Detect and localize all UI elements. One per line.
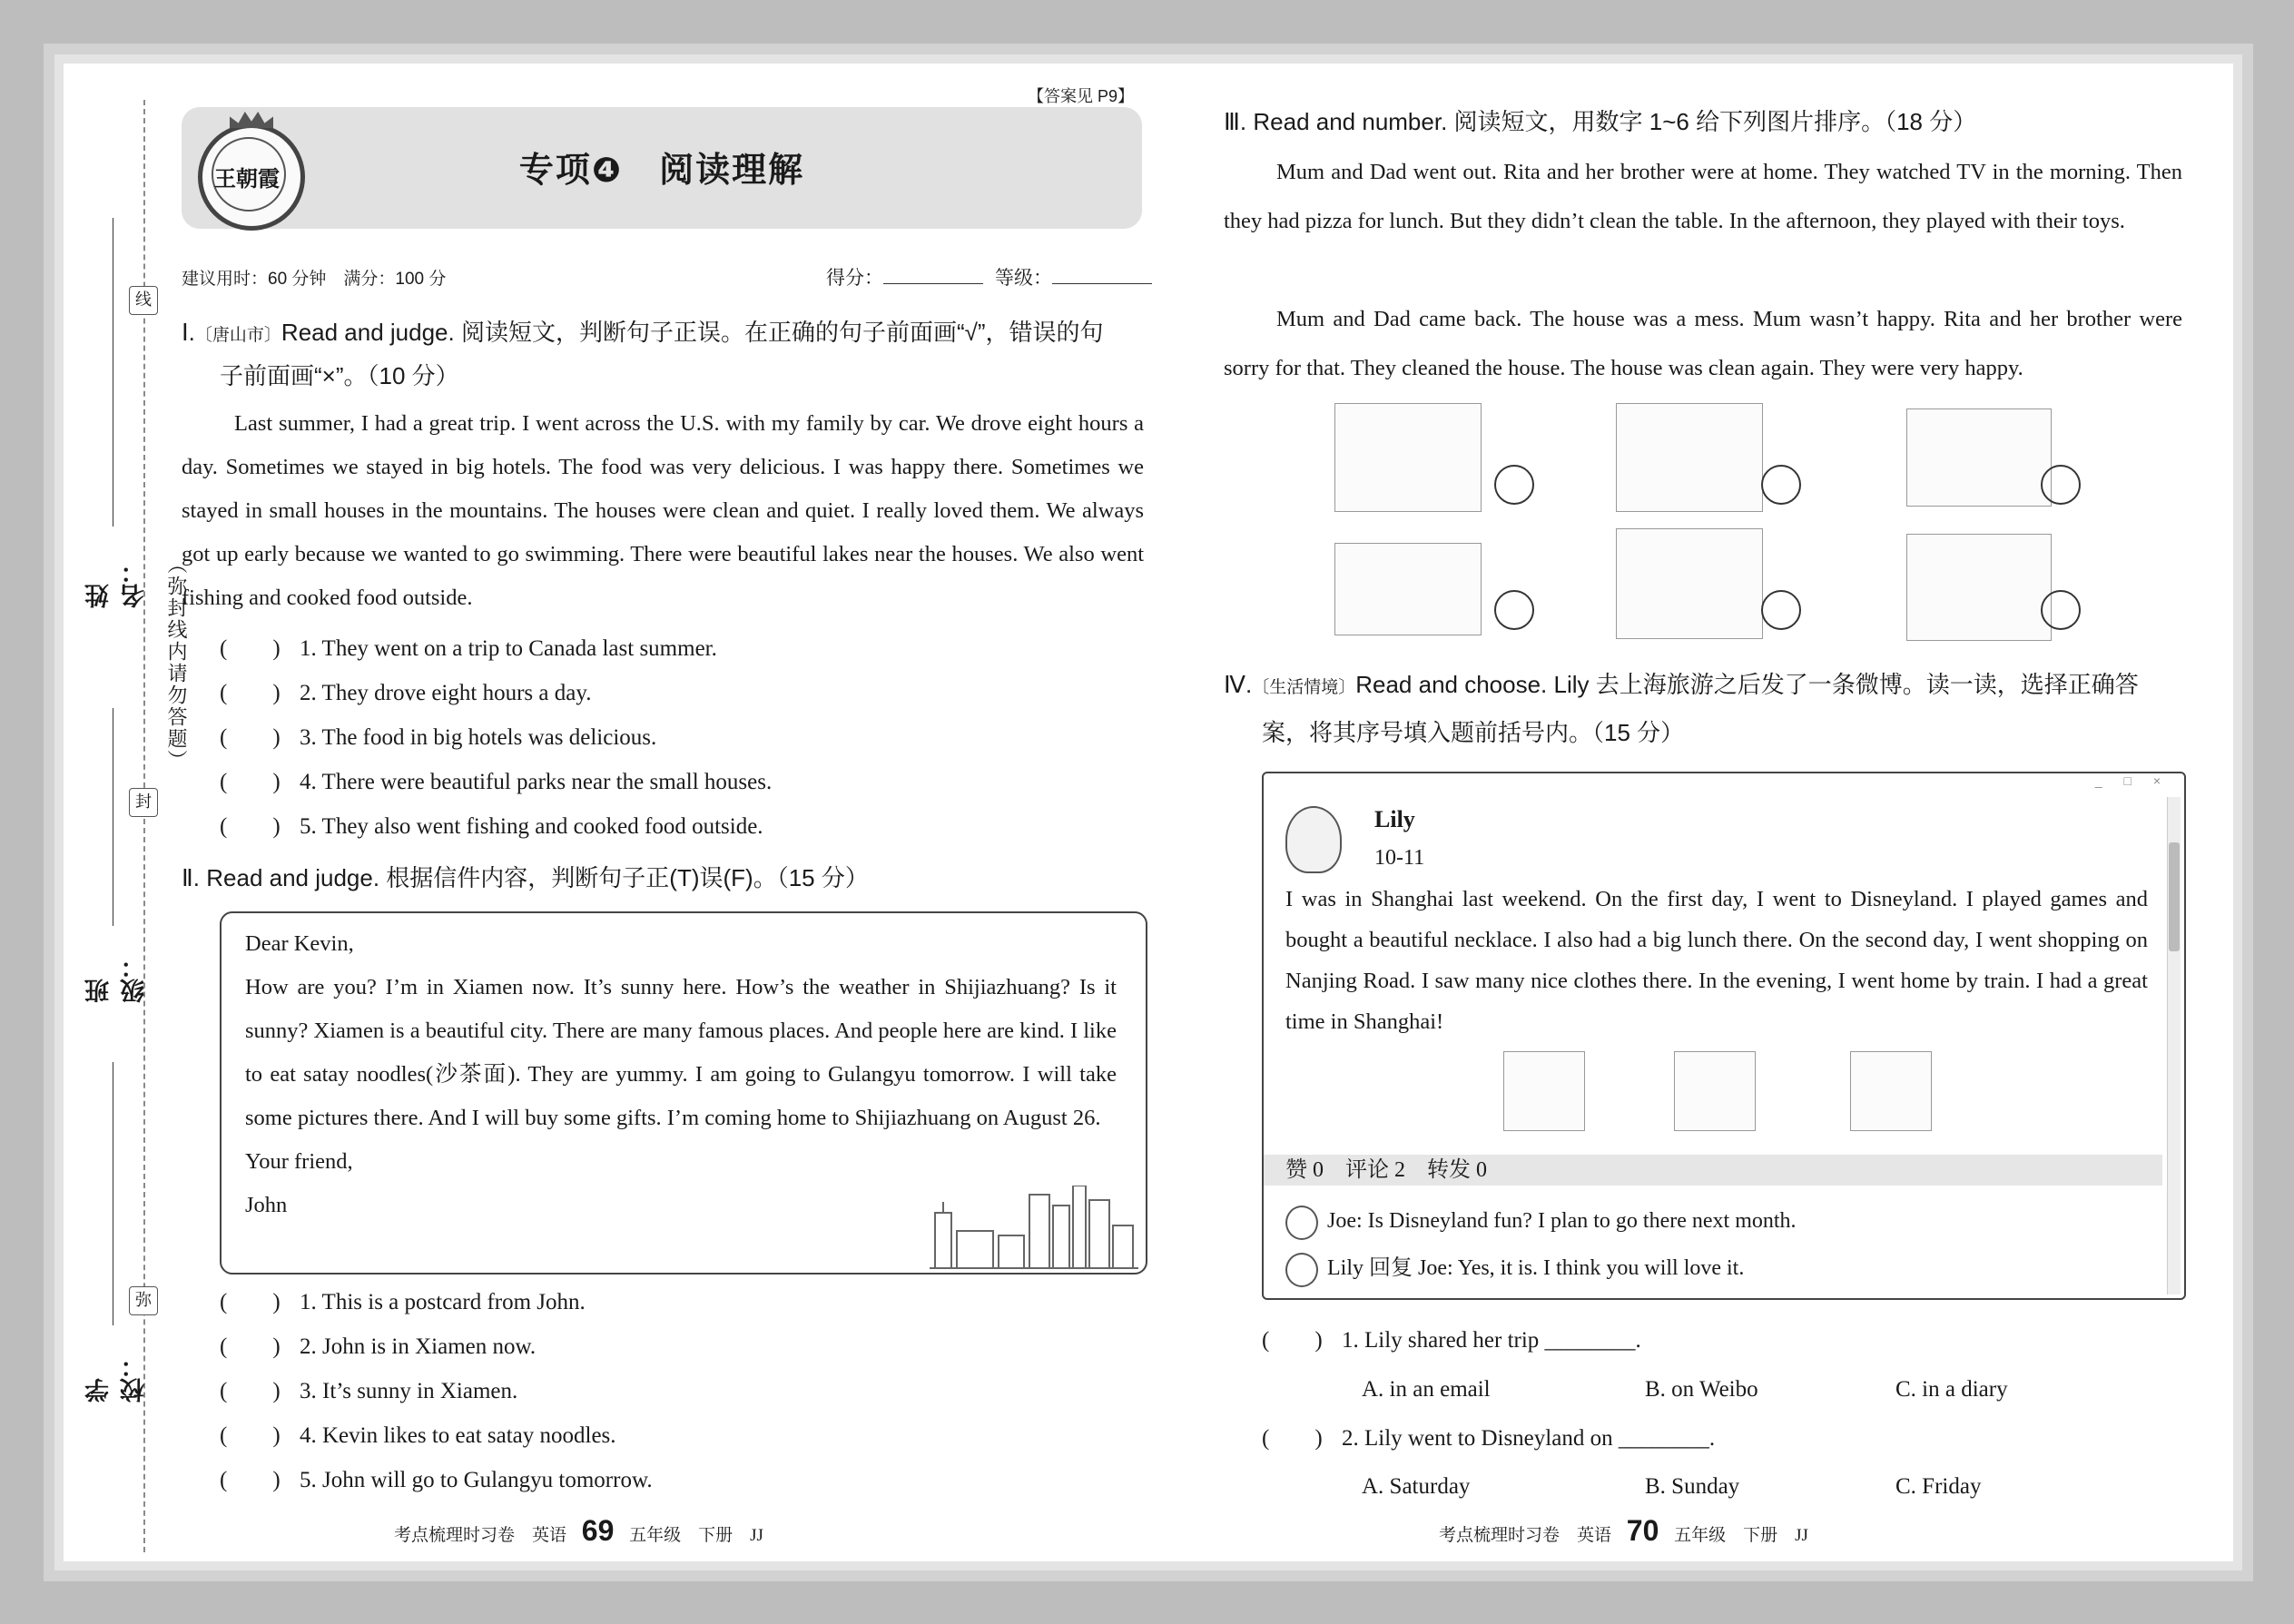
section1-tag: 〔唐山市〕 xyxy=(194,326,281,345)
seal-char-xian: 线 xyxy=(129,286,158,315)
option-a[interactable]: A. in an email xyxy=(1362,1377,1491,1402)
story-picture-4 xyxy=(1334,543,1482,635)
window-controls[interactable]: _ □ × xyxy=(2094,773,2170,788)
joe-avatar xyxy=(1285,1206,1318,1240)
section1-passage: Last summer, I had a great trip. I went across the U.S. with my family by car. We drove eight hours a day. Sometimes we stayed in big hotels. The food was very delicious. I was happy there. Sometimes we stayed in small houses in the mountains. The houses were clean and quiet. I really loved them. We always got up early because we wanted to go swimming. There were beautiful lakes near the houses. We also went fishing and cooked food outside. xyxy=(182,411,1144,610)
weibo-window xyxy=(1262,772,2186,1300)
letter-content xyxy=(245,922,1117,1227)
section1-heading-line2: 子前面画“×”。（10 分） xyxy=(220,362,459,389)
weibo-stats-bar[interactable]: 赞 0 评论 2 转发 0 xyxy=(1264,1155,2162,1186)
section4-options-2 xyxy=(1362,1464,2197,1509)
story-picture-2 xyxy=(1616,403,1763,512)
question-item[interactable]: ( ) 1. This is a postcard from John. xyxy=(220,1290,586,1314)
letter-body: How are you? I’m in Xiamen now. It’s sunny here. How’s the weather in Shijiazhuang? Is it sunny? Xiamen is a beautiful city. There are many famous places. And people here are kind. I like to eat satay noodles(沙茶面). They are yummy. I am going to Gulangyu tomorrow. I will take some pictures there. And I will buy some gifts. I’m coming home to Shijiazhuang on August 26. xyxy=(245,975,1117,1130)
letter-closing: Your friend, xyxy=(245,1149,353,1174)
letter-greeting: Dear Kevin, xyxy=(245,931,354,956)
question-item[interactable]: ( ) 3. The food in big hotels was delicious. xyxy=(220,725,657,750)
option-b[interactable]: B. on Weibo xyxy=(1645,1377,1758,1402)
city-skyline-illustration xyxy=(930,1186,1138,1269)
letter-signature: John xyxy=(245,1193,288,1217)
weibo-post: I was in Shanghai last weekend. On the first day, I went to Disneyland. I played games and bought a beautiful necklace. I also had a big lunch there. On the second day, I went shopping on Nanjing Road. I saw many nice clothes there. In the evening, I went home by train. I had a great time in Shanghai! xyxy=(1285,887,2148,1034)
section4-heading-line1: Read and choose. Lily 去上海旅游之后发了一条微博。读一读，选择正确答 xyxy=(1355,671,2139,698)
binding-dashed-line xyxy=(143,100,145,1552)
answer-reference: 【答案见 P9】 xyxy=(1028,87,1135,105)
clothes-shop-picture xyxy=(1850,1051,1932,1131)
grade-field xyxy=(995,263,1152,290)
seal-char-feng: 封 xyxy=(129,788,158,817)
question-item[interactable]: ( ) 2. They drove eight hours a day. xyxy=(220,681,592,705)
question-item[interactable]: ( ) 2. John is in Xiamen now. xyxy=(220,1334,537,1359)
footer-left xyxy=(394,1514,763,1548)
class-label: 班级： xyxy=(85,954,149,1003)
title-banner xyxy=(182,107,1142,229)
footer-left-suffix: 五年级 下册 JJ xyxy=(629,1526,763,1545)
option-a[interactable]: A. Saturday xyxy=(1362,1474,1471,1499)
section3-heading: Ⅲ. Read and number. 阅读短文，用数字 1~6 给下列图片排序。（18 分） xyxy=(1224,108,1977,135)
scrollbar[interactable] xyxy=(2167,797,2181,1294)
footer-right xyxy=(1439,1514,1808,1548)
section1-number: Ⅰ. xyxy=(182,319,195,346)
section4-question-2[interactable]: ( ) 2. Lily went to Disneyland on ________. xyxy=(1262,1426,1716,1451)
school-label: 学校： xyxy=(85,1353,149,1403)
lily-avatar xyxy=(1285,806,1342,873)
footer-left-prefix: 考点梳理时习卷 英语 xyxy=(394,1526,567,1545)
page-number-right: 70 xyxy=(1626,1514,1659,1547)
page-title: 专项❹ 阅读理解 xyxy=(518,150,805,190)
lunch-bowl-picture xyxy=(1674,1051,1756,1131)
section4-heading-line2: 案，将其序号填入题前括号内。（15 分） xyxy=(1262,719,1685,746)
letter-box xyxy=(220,911,1147,1275)
necklace-picture xyxy=(1503,1051,1585,1131)
seal-warning-note: （弥封线内请勿答题） xyxy=(164,554,187,772)
name-label: 姓名： xyxy=(85,559,149,608)
weibo-comment-2: Lily 回复 Joe: Yes, it is. I think you will love it. xyxy=(1327,1256,1745,1280)
weibo-comment-1: Joe: Is Disneyland fun? I plan to go there next month. xyxy=(1327,1209,1797,1233)
section4-tag: 〔生活情境〕 xyxy=(1252,678,1356,697)
section2-questions xyxy=(220,1280,1127,1502)
section1-heading xyxy=(182,310,1144,358)
option-c[interactable]: C. Friday xyxy=(1895,1474,1982,1499)
option-b[interactable]: B. Sunday xyxy=(1645,1474,1740,1499)
question-item[interactable]: ( ) 5. John will go to Gulangyu tomorrow. xyxy=(220,1468,653,1492)
weibo-user: Lily xyxy=(1374,806,1415,832)
footer-right-suffix: 五年级 下册 JJ xyxy=(1674,1526,1808,1545)
section3-para1: Mum and Dad went out. Rita and her brother were at home. They watched TV in the morning. Then they had pizza for lunch. But they didn’t clean the table. In the afternoon, they played with their toys. xyxy=(1224,160,2182,233)
question-item[interactable]: ( ) 4. There were beautiful parks near the small houses. xyxy=(220,770,773,794)
logo-text: 王朝霞 xyxy=(214,166,280,192)
question-item[interactable]: ( ) 3. It’s sunny in Xiamen. xyxy=(220,1379,518,1403)
story-picture-3 xyxy=(1906,408,2052,507)
question-item[interactable]: ( ) 5. They also went fishing and cooked food outside. xyxy=(220,814,763,839)
grade-label: 等级： xyxy=(995,268,1052,289)
question-item[interactable]: ( ) 4. Kevin likes to eat satay noodles. xyxy=(220,1423,616,1448)
page-number-left: 69 xyxy=(581,1514,615,1547)
answer-circle-3[interactable] xyxy=(2041,465,2081,505)
suggested-time: 建议用时：60 分钟 满分：100 分 xyxy=(182,270,447,289)
section4-heading xyxy=(1224,663,2182,710)
footer-right-prefix: 考点梳理时习卷 英语 xyxy=(1439,1526,1612,1545)
lily-small-avatar xyxy=(1285,1253,1318,1287)
answer-circle-6[interactable] xyxy=(2041,590,2081,630)
score-field xyxy=(826,263,983,290)
story-picture-1 xyxy=(1334,403,1482,512)
story-picture-5 xyxy=(1616,528,1763,639)
story-picture-6 xyxy=(1906,534,2052,641)
question-item[interactable]: ( ) 1. They went on a trip to Canada last summer. xyxy=(220,636,717,661)
answer-circle-5[interactable] xyxy=(1761,590,1801,630)
answer-circle-1[interactable] xyxy=(1494,465,1534,505)
section1-heading-line1: Read and judge. 阅读短文，判断句子正误。在正确的句子前面画“√”，错误的句 xyxy=(281,319,1104,346)
section4-number: Ⅳ. xyxy=(1224,671,1253,698)
brand-logo xyxy=(198,123,305,231)
section1-questions xyxy=(220,626,1127,849)
exam-sheet xyxy=(64,64,2233,1561)
section2-heading: Ⅱ. Read and judge. 根据信件内容，判断句子正(T)误(F)。（15 分） xyxy=(182,864,869,891)
seal-char-mi: 弥 xyxy=(129,1286,158,1315)
section3-para2: Mum and Dad came back. The house was a mess. Mum wasn’t happy. Rita and her brother were sorry for that. They cleaned the house. The house was clean again. They were very happy. xyxy=(1224,307,2182,380)
section4-question-1[interactable]: ( ) 1. Lily shared her trip ________. xyxy=(1262,1328,1641,1353)
answer-circle-2[interactable] xyxy=(1761,465,1801,505)
option-c[interactable]: C. in a diary xyxy=(1895,1377,2008,1402)
answer-circle-4[interactable] xyxy=(1494,590,1534,630)
weibo-date: 10-11 xyxy=(1374,846,1425,870)
score-label: 得分： xyxy=(826,268,883,289)
section4-options-1 xyxy=(1362,1367,2197,1412)
